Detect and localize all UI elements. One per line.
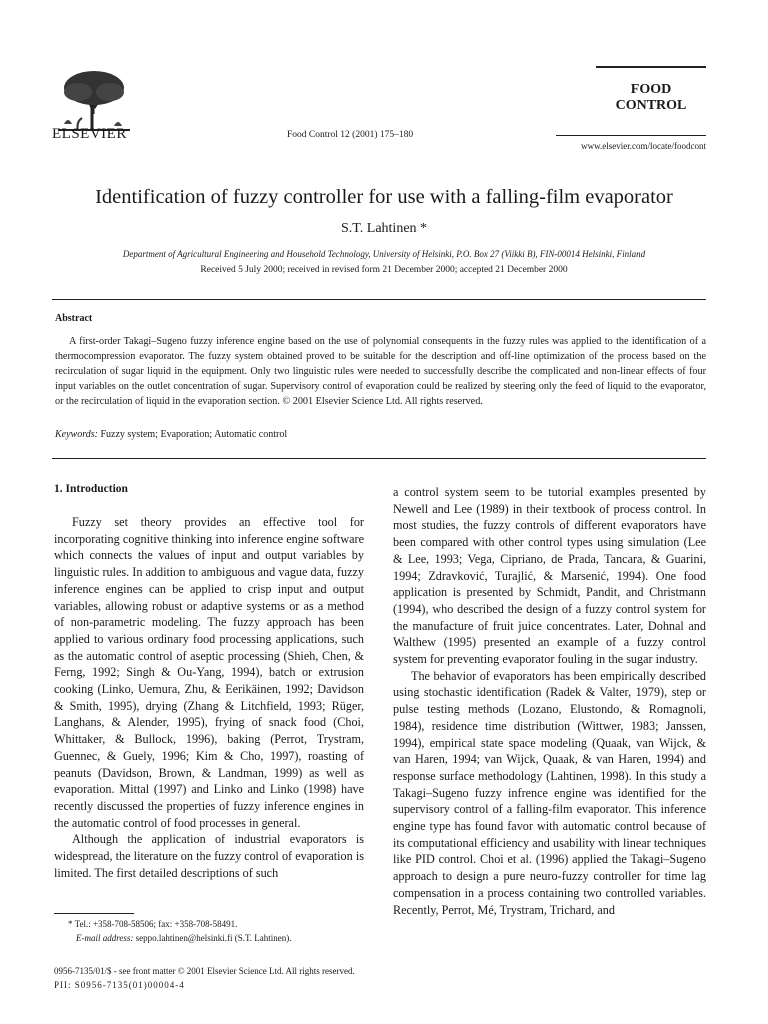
- journal-top-rule: [596, 66, 706, 68]
- journal-url[interactable]: www.elsevier.com/locate/foodcont: [581, 141, 706, 151]
- journal-name-line2: CONTROL: [615, 98, 687, 113]
- abstract-heading: Abstract: [55, 313, 93, 324]
- article-title: Identification of fuzzy controller for use with a falling-film evaporator: [95, 186, 673, 208]
- journal-bottom-rule: [556, 135, 706, 136]
- front-matter-notice: 0956-7135/01/$ - see front matter © 2001 Elsevier Science Ltd. All rights reserved.: [54, 966, 355, 976]
- journal-name-line1: FOOD: [630, 82, 672, 97]
- journal-citation: Food Control 12 (2001) 175–180: [287, 130, 414, 140]
- article-author: S.T. Lahtinen *: [340, 221, 428, 236]
- right-column: [393, 484, 706, 918]
- elsevier-tree-icon: [52, 68, 136, 132]
- publisher-name: ELSEVIER: [52, 126, 127, 142]
- pii-identifier: PII: S0956-7135(01)00004-4: [54, 980, 185, 990]
- email-label: E-mail address:: [76, 933, 134, 943]
- right-paragraph-2: The behavior of evaporators has been empirically described using stochastic identification (Radek & Valter, 1979), step or pulse testing methods (Lozano, Elustondo, & Romagnoli, 1984), residence time distribution (Wittwer, 1983; Janssen, 1994), empirical state space modeling (Quaak, van Wijck, & van Haren, 1994; van Wijck, Quaak, & van Haren, 1994) and response surface methodology (Lahtinen, 1998). In this study a Takagi–Sugeno fuzzy infrence engine was identified for the supervisory control of a falling-film evaporator. This inference engine type has found favor with automatic control because of its computational efficiency and usability with linear techniques like PID control. Choi et al. (1996) applied the Takagi–Sugeno approach to design a pure neuro-fuzzy controller for time lag compensation in a process containing two controlled variables. Recently, Perrot, Mé, Trystram, Trichard, and: [393, 668, 706, 917]
- left-column: [54, 514, 364, 881]
- keywords: [55, 429, 287, 440]
- keywords-label: Keywords:: [55, 429, 98, 440]
- email-address[interactable]: seppo.lahtinen@helsinki.fi (S.T. Lahtinen).: [135, 933, 292, 943]
- journal-name: [596, 82, 706, 114]
- author-affiliation: Department of Agricultural Engineering and Household Technology, University of Helsinki, P.O. Box 27 (Viikki B), FIN-00014 Helsinki, Finland: [122, 249, 646, 259]
- right-paragraph-1: a control system seem to be tutorial examples presented by Newell and Lee (1989) in their textbook of process control. In most studies, the fuzzy controls of different evaporators have been compared with other control types using simulation (Lee & Lee, 1993; Vega, Cipriano, de Prada, Tancara, & Guarini, 1994; Zdravković, Turajlić, & Marsenić, 1994). One food application is presented by Schmidt, Pandit, and Christmann (1994), who described the design of a fuzzy control system for the manufacture of fruit juice concentrates. Later, Dohnal and Walthew (1995) presented an example of a fuzzy control system for preventing evaporator fouling in the sugar industry.: [393, 485, 706, 667]
- abstract-text: A first-order Takagi–Sugeno fuzzy inference engine based on the use of polynomial consequents in the fuzzy rules was applied to the identification of a thermocompression evaporator. The fuzzy system obtained proved to be suitable for the description and off-line optimization of the process based on the recirculation of sugar liquid in the equipment. Only two linguistic rules were needed to successfully describe the complicated and non-linear effects of four input variables on the outlet concentration of sugar. Supervisory control of evaporation could be realized by steering only the feed of liquid to the evaporator, or the recirculation of liquid in the evaporation section. © 2001 Elsevier Science Ltd. All rights reserved.: [55, 336, 706, 407]
- keywords-list: Fuzzy system; Evaporation; Automatic control: [100, 429, 288, 440]
- footnote-contact: * Tel.: +358-708-58506; fax: +358-708-58491.: [68, 919, 238, 929]
- abstract-bottom-rule: [52, 458, 706, 459]
- left-paragraph-2: Although the application of industrial evaporators is widespread, the literature on the fuzzy control of evaporation is limited. The first detailed descriptions of such: [54, 832, 364, 880]
- footnote-rule: [54, 913, 134, 914]
- section-heading: 1. Introduction: [54, 483, 128, 495]
- abstract-top-rule: [52, 299, 706, 300]
- received-dates: Received 5 July 2000; received in revised form 21 December 2000; accepted 21 December 2000: [200, 265, 568, 275]
- footnote-email: [76, 933, 292, 943]
- left-paragraph-1: Fuzzy set theory provides an effective tool for incorporating cognitive thinking into inference engine software which connects the values of input and output variables by linguistic rules. In addition to ambiguous and vague data, fuzzy inference engines can be applied to crisp input and output variables, allowing robust or adaptive systems or as a method of non-parametric modeling. The fuzzy approach has been applied to various ordinary food processing applications, such as the automatic control of aseptic processing (Shieh, Chen, & Ferng, 1992; Singh & Ou-Yang, 1994), batch or extrusion cooking (Linko, Uemura, Zhu, & Eerikäinen, 1992; Davidson & Smith, 1995), drying (Zhang & Litchfield, 1993; Rüger, Langhans, & Alender, 1995), frying of snack food (Choi, Whittaker, & Bullock, 1996), baking (Perrot, Trystram, Guennec, & Guely, 1996; Kim & Cho, 1997), roasting of peanuts (Davidson, Brown, & Landman, 1999) as well as evaporation. Mittal (1997) and Linko and Linko (1998) have recently discussed the properties of fuzzy inference engines in the automatic control of food processes in general.: [54, 515, 364, 830]
